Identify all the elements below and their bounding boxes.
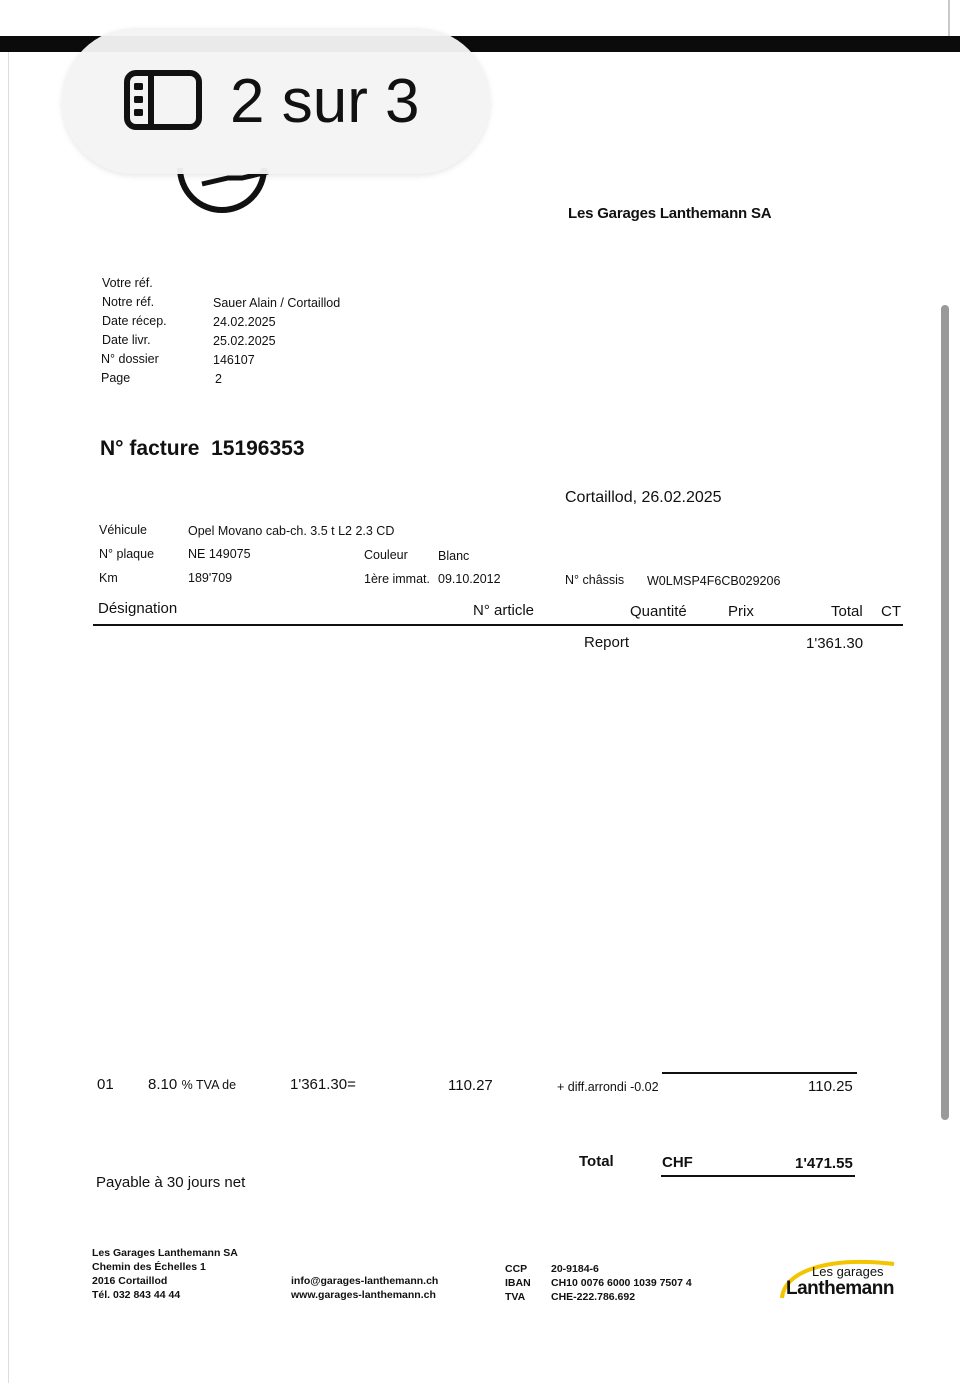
footer-bank-values [551, 1262, 692, 1304]
total-rule [661, 1175, 855, 1177]
lanthemann-logo [776, 1254, 898, 1306]
footer-address [92, 1246, 238, 1302]
col-total: Total [831, 603, 863, 620]
report-value: 1'361.30 [806, 635, 864, 652]
meta-value: 2 [215, 372, 222, 386]
first-reg-value: 09.10.2012 [438, 572, 501, 586]
invoice-number: 15196353 [211, 437, 305, 460]
footer-web: www.garages-lanthemann.ch [291, 1289, 436, 1301]
color-label: Couleur [364, 548, 408, 562]
meta-label: N° dossier [101, 352, 159, 366]
col-ct: CT [881, 603, 901, 620]
chassis-value: W0LMSP4F6CB029206 [647, 574, 781, 588]
color-value: Blanc [438, 549, 470, 563]
meta-value: 146107 [213, 353, 255, 367]
km-label: Km [99, 571, 118, 585]
vehicle-value: Opel Movano cab-ch. 3.5 t L2 2.3 CD [188, 524, 395, 538]
footer-bank-labels [505, 1262, 531, 1304]
col-price: Prix [728, 603, 754, 620]
meta-label: Page [101, 371, 131, 385]
meta-label: Notre réf. [102, 295, 155, 309]
logo-top-text: Les garages [812, 1264, 884, 1279]
page-indicator-badge [62, 28, 490, 174]
vat-rate-group [148, 1076, 236, 1094]
plate-label: N° plaque [99, 547, 155, 561]
total-currency: CHF [662, 1154, 693, 1171]
vat-equals: = [347, 1076, 356, 1093]
logo-bottom-text: Lanthemann [786, 1278, 894, 1299]
page-indicator-text: 2 sur 3 [230, 67, 420, 136]
invoice-label: N° facture [100, 437, 200, 460]
vat-rate: 8.10 [148, 1076, 178, 1093]
footer-phone: Tél. 032 843 44 44 [92, 1289, 181, 1301]
footer-email: info@garages-lanthemann.ch [291, 1275, 439, 1287]
bank-label: IBAN [505, 1277, 531, 1289]
col-designation: Désignation [98, 600, 178, 617]
chassis-label: N° châssis [565, 573, 625, 587]
plate-value: NE 149075 [188, 547, 251, 561]
col-quantity: Quantité [630, 603, 687, 620]
bank-label: CCP [505, 1263, 528, 1275]
meta-value: 25.02.2025 [213, 334, 276, 348]
bank-label: TVA [505, 1291, 526, 1303]
scrollbar[interactable] [941, 305, 949, 1120]
footer-street: Chemin des Échelles 1 [92, 1261, 206, 1273]
footer-city: 2016 Cortaillod [92, 1275, 168, 1287]
invoice-title [100, 437, 305, 461]
payment-terms: Payable à 30 jours net [96, 1174, 246, 1191]
meta-value: 24.02.2025 [213, 315, 276, 329]
vehicle-label: Véhicule [99, 523, 147, 537]
bank-value: CHE-222.786.692 [551, 1291, 636, 1303]
first-reg-label: 1ère immat. [364, 572, 430, 586]
total-amount: 1'471.55 [795, 1155, 853, 1172]
km-value: 189'709 [188, 571, 233, 585]
meta-label: Votre réf. [102, 276, 153, 290]
table-header-rule [93, 624, 903, 626]
report-label: Report [584, 634, 630, 651]
meta-value: Sauer Alain / Cortaillod [213, 296, 341, 310]
vat-base-group [290, 1076, 356, 1093]
bank-value: CH10 0076 6000 1039 7507 4 [551, 1277, 692, 1289]
total-label: Total [579, 1153, 614, 1170]
vat-base: 1'361.30 [290, 1076, 348, 1093]
col-article: N° article [473, 602, 535, 619]
vat-rule [662, 1072, 857, 1074]
meta-label: Date récep. [102, 314, 167, 328]
top-strip-edge [948, 0, 950, 36]
meta-label: Date livr. [102, 333, 151, 347]
vat-amount: 110.27 [448, 1077, 493, 1094]
footer-company: Les Garages Lanthemann SA [92, 1247, 238, 1259]
vat-rounding: + diff.arrondi -0.02 [557, 1080, 659, 1094]
bank-value: 20-9184-6 [551, 1263, 599, 1275]
vat-final: 110.25 [808, 1078, 853, 1095]
place-date: Cortaillod, 26.02.2025 [565, 489, 722, 506]
vat-code: 01 [97, 1076, 114, 1093]
footer-contact [291, 1274, 438, 1302]
page-thumbnails-icon [124, 70, 202, 130]
company-name: Les Garages Lanthemann SA [568, 205, 772, 222]
vat-rate-suffix: % TVA de [181, 1078, 237, 1092]
